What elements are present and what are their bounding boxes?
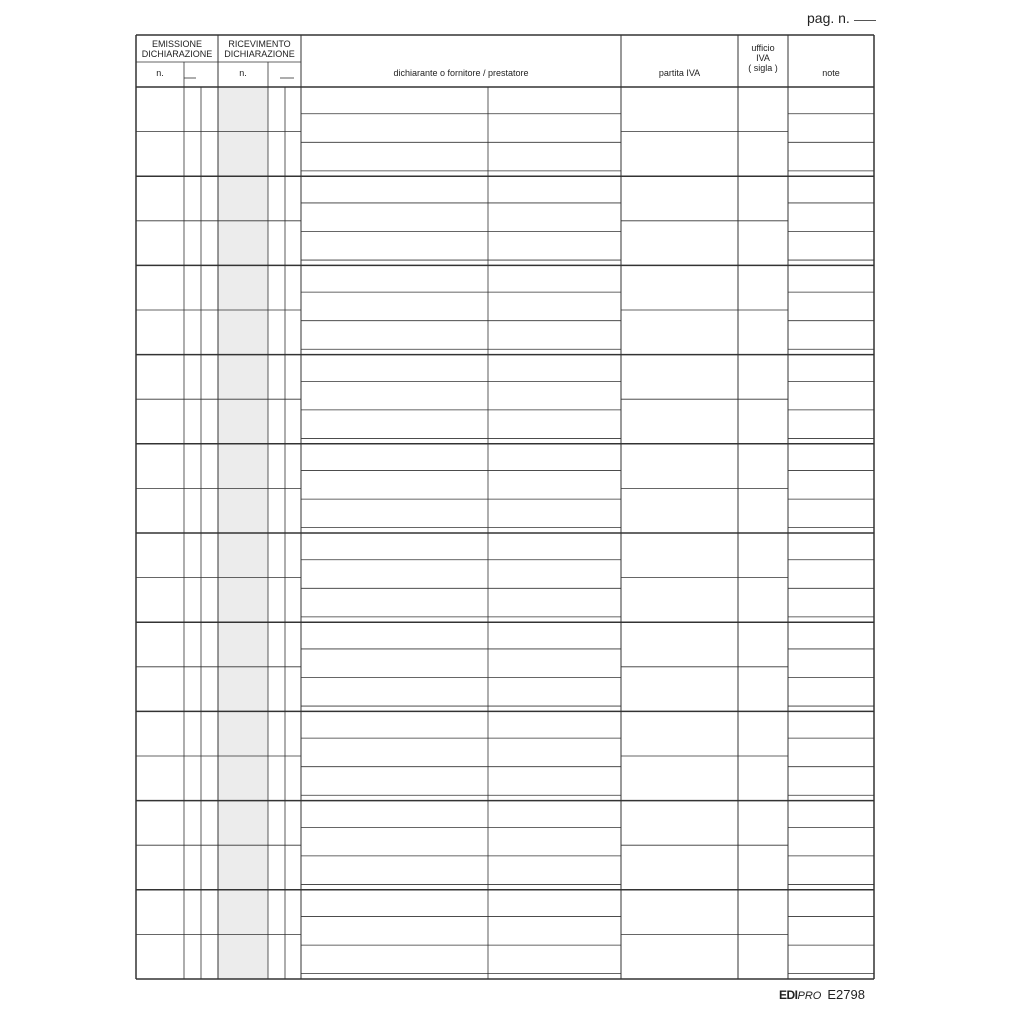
brand-pro: PRO [797, 990, 822, 1002]
header-emissione-n: n. [156, 68, 164, 78]
header-ufficio-line2: IVA [756, 53, 770, 63]
header-emissione-line2: DICHIARAZIONE [141, 49, 213, 59]
header-partita-iva: partita IVA [658, 68, 701, 78]
header-ricevimento-line1: RICEVIMENTO [228, 39, 291, 49]
brand-edi: EDI [779, 988, 798, 1002]
publisher-logo [779, 987, 865, 1002]
header-ricevimento [218, 39, 301, 59]
header-ufficio-iva [738, 43, 788, 73]
header-note: note [822, 68, 840, 78]
page-number-label: pag. n. [807, 10, 850, 26]
header-emissione [136, 39, 218, 59]
form-code: E2798 [827, 987, 865, 1002]
header-ricevimento-line2: DICHIARAZIONE [224, 49, 295, 59]
header-ufficio-line1: ufficio [751, 43, 775, 53]
header-ufficio-line3: ( sigla ) [748, 63, 778, 73]
header-ricevimento-n: n. [239, 68, 247, 78]
header-emissione-line1: EMISSIONE [151, 39, 202, 49]
header-dichiarante: dichiarante o fornitore / prestatore [393, 68, 529, 78]
